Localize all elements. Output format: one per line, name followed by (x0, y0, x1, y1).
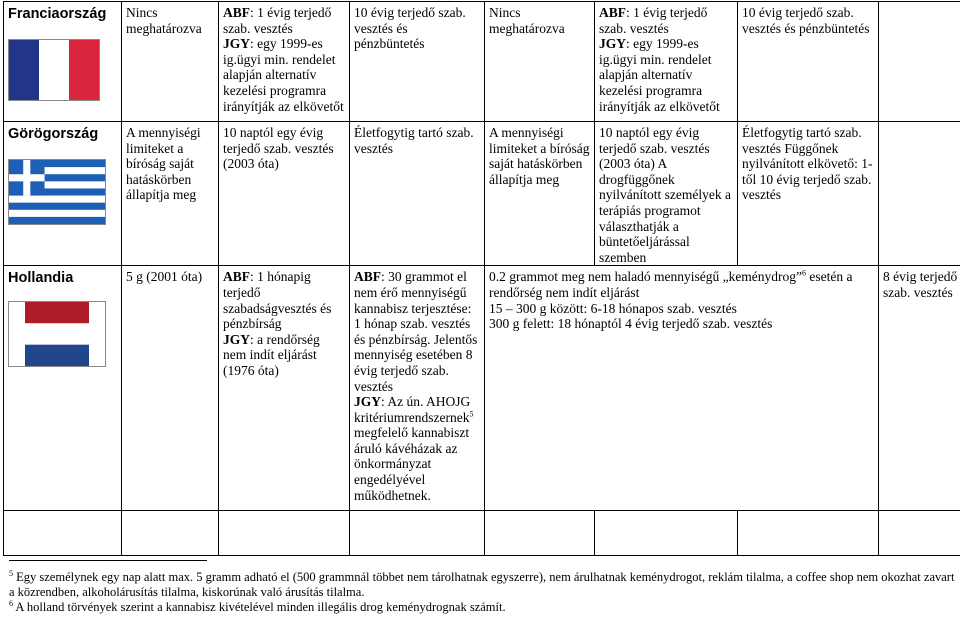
country-cell (4, 122, 122, 266)
trafficking-sanction-cell: 10 évig terjedő szab. vesztés és pénzbüntetés (350, 2, 485, 122)
country-name: Görögország (8, 126, 99, 142)
trafficking-sanction-cell: 10 évig terjedő szab. vesztés és pénzbüntetés (738, 2, 879, 122)
empty-cell (738, 511, 879, 556)
jgy-text-continued: megfelelő kannabiszt áruló kávéházak az önkormányzat engedélyével működhetnek. (354, 425, 470, 503)
country-cell (4, 266, 122, 511)
jgy-text: : Az ún. AHOJG kritériumrendszernek (354, 394, 471, 425)
sanction-cell (219, 2, 350, 122)
empty-cell (879, 2, 960, 122)
jgy-text: : egy 1999-es ig.ügyi min. rendelet alapján alternatív kezelési programra irányítják az elkövetőt (599, 36, 720, 114)
empty-cell (122, 511, 219, 556)
table-row (4, 511, 960, 556)
footnote-number: 6 (9, 598, 13, 608)
empty-cell (595, 511, 738, 556)
hard-drug-line-2: 15 – 300 g között: 6-18 hónapos szab. vesztés (489, 300, 737, 316)
quantity-limit-cell: Nincs meghatározva (122, 2, 219, 122)
hard-drug-line-1a: 0.2 grammot meg nem haladó mennyiségű „keménydrog” (489, 269, 803, 285)
trafficking-sanction-cell: Életfogytig tartó szab. vesztés (350, 122, 485, 266)
country-name: Hollandia (8, 270, 74, 287)
france-flag-icon (8, 39, 100, 101)
abf-text: : 1 hónapig terjedő szabadságvesztés és pénzbírság (223, 269, 332, 332)
footnote-text: A holland törvények szerint a kannabisz kivételével minden illegális drog keménydrognak számít. (13, 600, 506, 614)
empty-cell (879, 122, 960, 266)
hard-drug-line-1b: esetén a rendőrség nem indít eljárást (489, 269, 853, 300)
sanction-cell (219, 266, 350, 511)
hard-drug-sanction-cell (485, 266, 879, 511)
abf-text: : 1 évig terjedő szab. vesztés (599, 5, 708, 36)
country-name: Franciaország (8, 6, 107, 22)
table-row (4, 2, 960, 122)
abf-label: ABF (599, 5, 626, 20)
footnote-text: Egy személynek egy nap alatt max. 5 gramm adható el (500 grammnál többet nem tárolhatnak egyszerre), nem árulhatnak keménydrogot, reklám tilalma, a coffee shop nem okozhat zavart a közrendben, alkoholárusítás tilalma, kiskorúnak való árusítás tilalma. (9, 570, 955, 599)
hard-drug-line-3: 300 g felett: 18 hónaptól 4 évig terjedő szab. vesztés (489, 316, 773, 332)
footnotes (9, 570, 959, 615)
greece-flag-icon (8, 159, 106, 225)
empty-cell (4, 511, 122, 556)
empty-cell (350, 511, 485, 556)
netherlands-flag-icon (8, 301, 106, 367)
jgy-label: JGY (354, 394, 381, 410)
jgy-label: JGY (223, 36, 250, 52)
abf-text: : 1 évig terjedő szab. vesztés (223, 5, 332, 36)
quantity-limit-cell: Nincs meghatározva (485, 2, 595, 122)
drug-policy-table (3, 1, 960, 556)
jgy-text: : egy 1999-es ig.ügyi min. rendelet alapján alternatív kezelési programra irányítják az elkövetőt (223, 36, 344, 114)
footnote-separator (9, 560, 207, 561)
sanction-cell (595, 2, 738, 122)
footnote-ref: 6 (802, 268, 807, 278)
jgy-text: : a rendőrség nem indít eljárást (1976 óta) (223, 331, 320, 378)
empty-cell (485, 511, 595, 556)
empty-cell (219, 511, 350, 556)
sanction-cell: 10 naptól egy évig terjedő szab. vesztés (2003 óta) (219, 122, 350, 266)
table-row (4, 266, 960, 511)
table-row (4, 122, 960, 266)
trafficking-sanction-cell: 8 évig terjedő szab. vesztés (879, 266, 960, 511)
quantity-limit-cell: A mennyiségi limiteket a bíróság saját hatáskörben állapítja meg (485, 122, 595, 266)
abf-label: ABF (223, 269, 250, 285)
quantity-limit-cell: A mennyiségi limiteket a bíróság saját hatáskörben állapítja meg (122, 122, 219, 266)
jgy-label: JGY (223, 331, 250, 347)
abf-label: ABF (354, 269, 381, 285)
abf-text: : 30 grammot el nem érő mennyiségű kannabisz terjesztése: 1 hónap szab. vesztés és pénzbírság. Jelentős mennyiség esetében 8 évig terjedő szab. vesztés (354, 269, 478, 394)
footnote-ref: 5 (469, 409, 474, 419)
footnote-5 (9, 570, 959, 600)
abf-label: ABF (223, 5, 250, 20)
footnote-number: 5 (9, 568, 13, 578)
country-cell (4, 2, 122, 122)
trafficking-sanction-cell (350, 266, 485, 511)
trafficking-sanction-cell: Életfogytig tartó szab. vesztés Függőnek nyilvánított elkövető: 1-től 10 évig terjedő szab. vesztés (738, 122, 879, 266)
footnote-6 (9, 600, 959, 615)
sanction-cell: 10 naptól egy évig terjedő szab. vesztés (2003 óta) A drogfüggőnek nyilvánított személyek a terápiás programot választhatják a büntetőeljárással szemben (595, 122, 738, 266)
empty-cell (879, 511, 960, 556)
quantity-limit-cell: 5 g (2001 óta) (122, 266, 219, 511)
jgy-label: JGY (599, 36, 626, 52)
